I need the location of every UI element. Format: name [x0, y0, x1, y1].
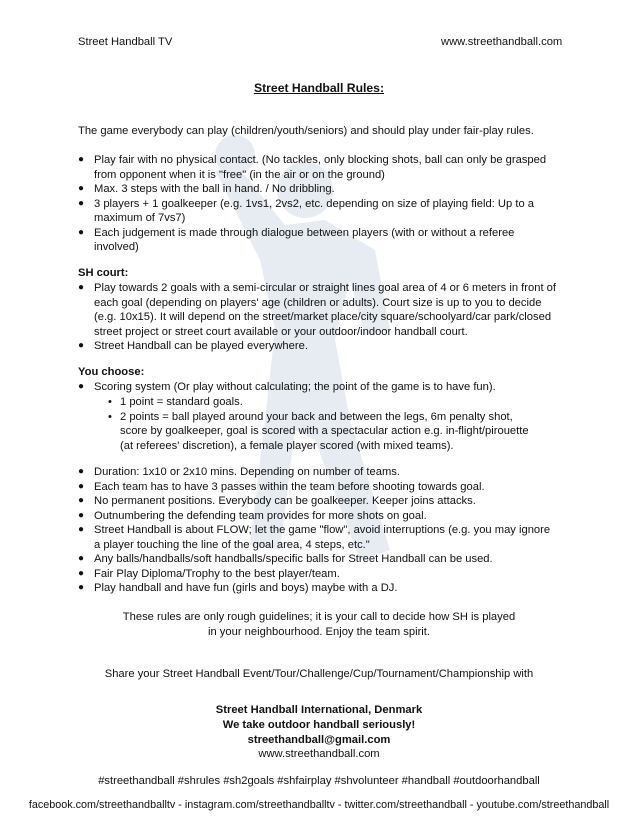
bullet-icon: ● — [78, 567, 85, 579]
list-item: ● Duration: 1x10 or 2x10 mins. Depending on number of teams. — [78, 466, 400, 478]
org-name: Street Handball International, Denmark — [215, 704, 423, 716]
bullet-icon: ● — [78, 509, 85, 521]
list-item: ● Each judgement is made through dialogue between players (with or without a referee involved) — [78, 226, 515, 253]
list-item: ● Scoring system (Or play without calculating; the point of the game is to have fun). — [78, 381, 496, 393]
list-item: ● Street Handball is about FLOW; let the game "flow", avoid interruptions (e.g. you may ignore a player touching the line of the goal area, 4 steps, etc." — [78, 524, 551, 551]
general-rules-list — [78, 153, 556, 255]
list-item: ● No permanent positions. Everybody can be goalkeeper. Keeper joins attacks. — [78, 495, 476, 507]
scoring-list — [78, 380, 558, 395]
page-title: Street Handball Rules: — [253, 81, 385, 95]
list-item: ● Max. 3 steps with the ball in hand. / No dribbling. — [78, 183, 335, 195]
choose-heading: You choose: — [78, 366, 145, 378]
list-item: • 2 points = ball played around your back and between the legs, 6m penalty shot, score by goalkeeper, goal is scored with a spectacular action e.g. in-flight/pirouette (at referees' discretion), a female player scored (with mixed teams). — [108, 410, 529, 452]
bullet-icon: • — [108, 410, 112, 423]
bullet-icon: ● — [78, 466, 85, 477]
list-item: ● Street Handball can be played everywhere. — [78, 340, 308, 352]
court-heading: SH court: — [78, 267, 129, 279]
header-website: www.streethandball.com — [441, 36, 563, 48]
bullet-icon: ● — [78, 480, 85, 492]
header-site-name: Street Handball TV — [78, 36, 173, 48]
list-item: • 1 point = standard goals. — [108, 396, 243, 408]
bullet-icon: ● — [78, 381, 85, 392]
list-item: ● Play fair with no physical contact. (No tackles, only blocking shots, ball can only be grasped from opponent when it is "free" (in the air or on the ground) — [78, 154, 547, 181]
bullet-icon: ● — [78, 582, 85, 593]
bullet-icon: ● — [78, 282, 85, 293]
court-rules-list — [78, 281, 558, 354]
game-rules-list — [78, 465, 558, 596]
points-list — [108, 395, 538, 453]
bullet-icon: ● — [78, 553, 85, 564]
list-item: ● Any balls/handballs/soft handballs/specific balls for Street Handball can be used. — [78, 553, 493, 565]
social-links[interactable]: facebook.com/streethandballtv - instagram.com/streethandballtv - twitter.com/streethandball - youtube.com/streethandball — [28, 799, 610, 811]
guidelines-line-2: in your neighbourhood. Enjoy the team spirit. — [207, 626, 431, 638]
bullet-icon: ● — [78, 154, 85, 165]
bullet-icon: ● — [78, 226, 85, 238]
bullet-icon: • — [108, 396, 112, 408]
list-item: ● Each team has to have 3 passes within the team before shooting towards goal. — [78, 480, 485, 493]
contact-email[interactable]: streethandball@gmail.com — [247, 734, 391, 746]
bullet-icon: ● — [78, 495, 85, 506]
tagline: We take outdoor handball seriously! — [222, 719, 416, 731]
bullet-icon: ● — [78, 340, 85, 351]
list-item: ● 3 players + 1 goalkeeper (e.g. 1vs1, 2vs2, etc. depending on size of playing field: Up to a maximum of 7vs7) — [78, 197, 535, 224]
list-item: ● Fair Play Diploma/Trophy to the best player/team. — [78, 567, 340, 580]
bullet-icon: ● — [78, 197, 85, 209]
bullet-icon: ● — [78, 524, 85, 535]
contact-website[interactable]: www.streethandball.com — [258, 748, 380, 760]
guidelines-line-1: These rules are only rough guidelines; it is your call to decide how SH is played — [122, 611, 516, 623]
intro-text: The game everybody can play (children/youth/seniors) and should play under fair-play rules. — [78, 125, 534, 137]
bullet-icon: ● — [78, 183, 85, 194]
list-item: ● Outnumbering the defending team provides for more shots on goal. — [78, 509, 427, 522]
share-text: Share your Street Handball Event/Tour/Challenge/Cup/Tournament/Championship with — [104, 668, 534, 680]
list-item: ● Play towards 2 goals with a semi-circular or straight lines goal area of 4 or 6 meters in front of each goal (depending on players' age (children or adults). Court size is up to you to decide (e.g. 10x15). It will depend on the street/market place/city square/schoolyard/car park/closed street project or street court available or your outdoor/indoor handball court. — [78, 282, 556, 338]
list-item: ● Play handball and have fun (girls and boys) maybe with a DJ. — [78, 582, 398, 594]
hashtags: #streethandball #shrules #sh2goals #shfairplay #shvolunteer #handball #outdoorhandball — [98, 775, 540, 787]
